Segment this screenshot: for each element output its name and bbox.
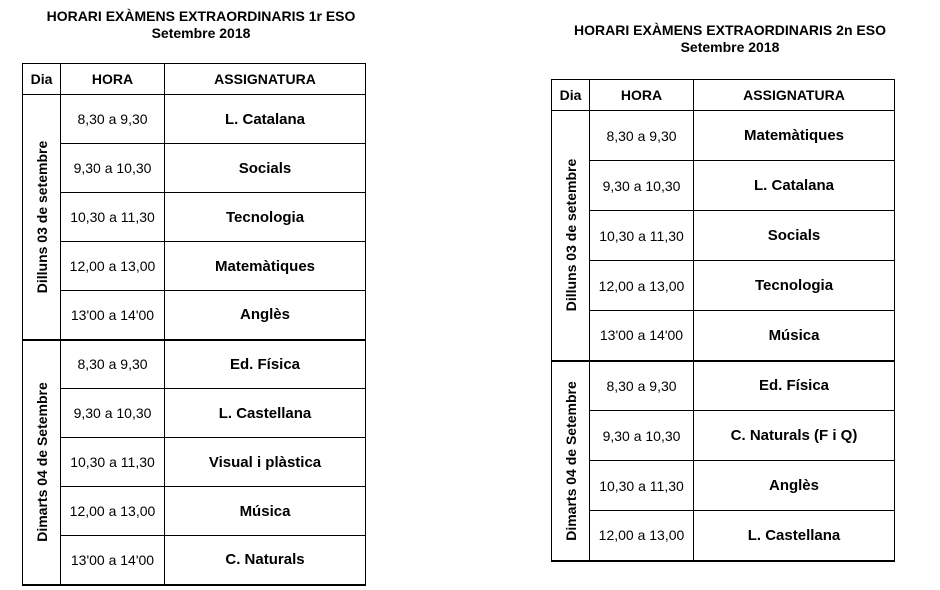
schedule-2-table	[551, 79, 895, 562]
table-row	[23, 487, 366, 536]
subject-cell: Visual i plàstica	[165, 438, 366, 487]
table-row	[552, 461, 895, 511]
subject-cell: Tecnologia	[165, 193, 366, 242]
table-row	[23, 193, 366, 242]
day-cell	[23, 95, 61, 340]
col-header-day: Dia	[552, 80, 590, 111]
subject-cell: L. Castellana	[694, 511, 895, 561]
hour-cell: 12,00 a 13,00	[61, 242, 165, 291]
header-row	[23, 64, 366, 95]
hour-cell: 10,30 a 11,30	[590, 461, 694, 511]
schedule-2-title: HORARI EXÀMENS EXTRAORDINARIS 2n ESO	[574, 22, 886, 38]
subject-cell: Socials	[694, 211, 895, 261]
col-header-day: Dia	[23, 64, 61, 95]
hour-cell: 13'00 a 14'00	[590, 311, 694, 361]
subject-cell: L. Catalana	[165, 95, 366, 144]
schedule-2-subtitle: Setembre 2018	[680, 39, 780, 55]
day-label: Dilluns 03 de setembre	[33, 140, 50, 294]
hour-cell: 12,00 a 13,00	[590, 511, 694, 561]
hour-cell: 13'00 a 14'00	[61, 536, 165, 585]
hour-cell: 8,30 a 9,30	[590, 111, 694, 161]
hour-cell: 9,30 a 10,30	[61, 144, 165, 193]
subject-cell: L. Catalana	[694, 161, 895, 211]
subject-cell: Ed. Física	[694, 361, 895, 411]
day-label: Dimarts 04 de Setembre	[562, 380, 579, 541]
hour-cell: 13'00 a 14'00	[61, 291, 165, 340]
day-label: Dilluns 03 de setembre	[562, 158, 579, 312]
hour-cell: 12,00 a 13,00	[590, 261, 694, 311]
schedule-1-table	[22, 63, 366, 586]
table-row	[552, 161, 895, 211]
table-row	[23, 389, 366, 438]
subject-cell: Música	[165, 487, 366, 536]
subject-cell: Música	[694, 311, 895, 361]
day-label: Dimarts 04 de Setembre	[33, 382, 50, 542]
subject-cell: Matemàtiques	[165, 242, 366, 291]
hour-cell: 9,30 a 10,30	[61, 389, 165, 438]
hour-cell: 8,30 a 9,30	[61, 340, 165, 389]
table-row	[552, 111, 895, 161]
table-row	[552, 311, 895, 361]
table-row	[23, 340, 366, 389]
table-row	[552, 261, 895, 311]
hour-cell: 10,30 a 11,30	[61, 438, 165, 487]
hour-cell: 9,30 a 10,30	[590, 161, 694, 211]
col-header-subject: ASSIGNATURA	[165, 64, 366, 95]
subject-cell: Anglès	[694, 461, 895, 511]
subject-cell: Tecnologia	[694, 261, 895, 311]
day-cell	[23, 340, 61, 585]
col-header-hour: HORA	[61, 64, 165, 95]
schedule-1-subtitle: Setembre 2018	[151, 25, 251, 41]
table-row	[23, 242, 366, 291]
schedule-1-title: HORARI EXÀMENS EXTRAORDINARIS 1r ESO	[46, 8, 356, 24]
hour-cell: 10,30 a 11,30	[61, 193, 165, 242]
subject-cell: Anglès	[165, 291, 366, 340]
hour-cell: 9,30 a 10,30	[590, 411, 694, 461]
table-row	[552, 211, 895, 261]
table-row	[552, 361, 895, 411]
schedule-1-title-block	[18, 8, 384, 42]
hour-cell: 10,30 a 11,30	[590, 211, 694, 261]
hour-cell: 8,30 a 9,30	[61, 95, 165, 144]
header-row	[552, 80, 895, 111]
subject-cell: C. Naturals (F i Q)	[694, 411, 895, 461]
hour-cell: 8,30 a 9,30	[590, 361, 694, 411]
schedule-2-title-block	[545, 22, 915, 56]
table-row	[552, 411, 895, 461]
subject-cell: Ed. Física	[165, 340, 366, 389]
col-header-subject: ASSIGNATURA	[694, 80, 895, 111]
subject-cell: Socials	[165, 144, 366, 193]
table-row	[23, 144, 366, 193]
table-row	[23, 438, 366, 487]
table-row	[23, 291, 366, 340]
table-row	[23, 95, 366, 144]
hour-cell: 12,00 a 13,00	[61, 487, 165, 536]
subject-cell: C. Naturals	[165, 536, 366, 585]
col-header-hour: HORA	[590, 80, 694, 111]
subject-cell: Matemàtiques	[694, 111, 895, 161]
table-row	[23, 536, 366, 585]
day-cell	[552, 111, 590, 361]
table-row	[552, 511, 895, 561]
subject-cell: L. Castellana	[165, 389, 366, 438]
day-cell	[552, 361, 590, 561]
